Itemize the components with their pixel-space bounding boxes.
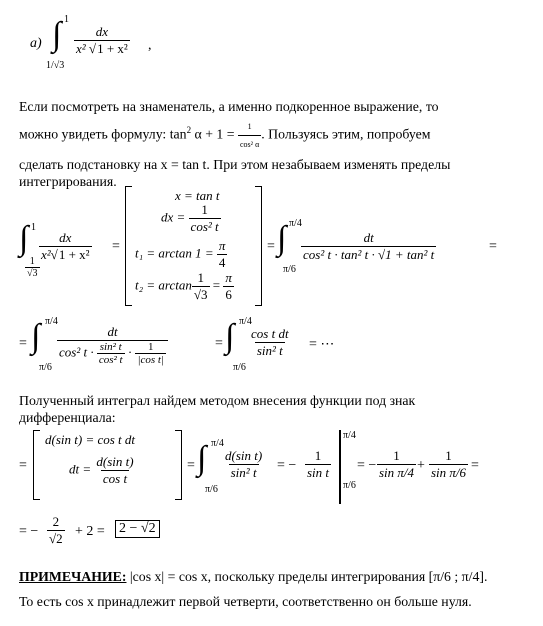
step3-upper: π/4 <box>211 438 224 449</box>
step3-eq0: = <box>187 458 195 473</box>
upper-limit: 1 <box>64 14 69 25</box>
step4-lead: = − <box>19 524 39 539</box>
eval-bar-bottom: π/6 <box>343 480 356 491</box>
note-line2: То есть cos x принадлежит первой четверти, соответственно он больше нуля. <box>19 594 472 609</box>
substitution-block: x = tan t dx = $\frac{1}{\text{cos² t}}$ t₁ = arctan 1 = $\frac{\pi}{4}$ t₂ = arctan $\frac{1}{√3}$ = $\frac{\pi}{6}$ <box>135 188 232 302</box>
step3-term2: $\frac{1}{\text{sin π/6}}$ <box>431 448 467 480</box>
step3-plus: + <box>417 458 425 473</box>
step4-frac: $\frac{2}{√2}$ <box>49 514 63 546</box>
step4-mid: + 2 = <box>75 524 105 539</box>
step1-int2: ∫ <box>277 220 287 257</box>
p1-line3: сделать подстановку на x = tan t. При этом незабываем изменять пределы <box>19 157 451 172</box>
step3-lower: π/6 <box>205 484 218 495</box>
step2-integrand: dt cos² t · $\frac{\text{sin² t}}{\text{cos² t}}$ · $\frac{1}{\text{|cos t|}}$ <box>57 324 168 366</box>
step2-tail: = ⋯ <box>309 337 335 352</box>
lower-limit: 1/√3 <box>46 60 65 71</box>
eval-bar <box>339 430 341 504</box>
step3-term1: $\frac{1}{\text{sin π/4}}$ <box>379 448 415 480</box>
step1-tail: = <box>489 239 497 254</box>
step1-upper: 1 <box>31 222 36 233</box>
step3-bracket-right <box>175 430 182 500</box>
p1-line4: интегрирования. <box>19 174 117 189</box>
step1-integrand: $\frac{dx}{\text{x²√1 + x²}}$ <box>41 230 90 262</box>
step1-lower: $\frac{1}{√3}$ <box>27 256 38 279</box>
step1-int-sign: ∫ <box>19 220 29 257</box>
problem-header <box>30 14 170 84</box>
note-interval: [π/6 ; π/4] <box>428 569 484 584</box>
step1-res-upper: π/4 <box>289 218 302 229</box>
step2-upper2: π/4 <box>239 316 252 327</box>
p1-line1: Если посмотреть на знаменатель, а именно подкоренное выражение, то <box>19 99 439 114</box>
step3-antiderivative: $\frac{1}{\text{sin t}}$ <box>307 448 330 480</box>
step2-lead: = <box>19 336 27 351</box>
step-4 <box>19 514 319 554</box>
step-3 <box>19 428 529 508</box>
step3-tail: = <box>471 458 479 473</box>
step3-integrand: $\frac{\text{d(sin t)}}{\text{sin² t}}$ <box>225 448 263 480</box>
p2-line2: дифференциала: <box>19 410 116 425</box>
step1-eq: = <box>112 239 120 254</box>
step2-lower: π/6 <box>39 362 52 373</box>
step1-result-integrand: $\frac{dt}{\text{cos² t · tan² t · √1 + tan² t}}$ <box>303 230 435 262</box>
substitution-bracket-right <box>255 186 262 306</box>
step2-eq: = <box>215 336 223 351</box>
p1-line2: можно увидеть формулу: $\tan^2 \alpha + 1$ = $\frac{1}{\text{cos² α}}$ . Пользуясь этим, попробуем <box>19 118 529 153</box>
problem-label: a) <box>30 36 42 51</box>
step3-eq2: = − <box>357 458 377 473</box>
step-2 <box>19 312 529 382</box>
step1-eq2: = <box>267 239 275 254</box>
note <box>19 568 534 610</box>
step3-lead: = <box>19 458 27 473</box>
eval-bar-top: π/4 <box>343 430 356 441</box>
step3-eq1: = − <box>277 458 297 473</box>
step-1 <box>19 186 529 306</box>
paragraph-2 <box>19 392 529 426</box>
step2-int: ∫ <box>31 318 41 355</box>
step3-int: ∫ <box>197 440 207 477</box>
step3-subst: d(sin t) = cos t dt dt = $\frac{\text{d(sin t)}}{\text{cos t}}$ <box>45 432 136 486</box>
p2-line1: Полученный интеграл найдем методом внесения функции под знак <box>19 393 416 408</box>
integrand: $\frac{dx}{\text{x² √1 + x²}}$ <box>76 24 128 56</box>
trailing-comma: , <box>148 38 152 53</box>
integral-sign: ∫ <box>52 16 62 53</box>
paragraph-1 <box>19 98 529 190</box>
step2-int2: ∫ <box>225 318 235 355</box>
step2-lower2: π/6 <box>233 362 246 373</box>
final-answer: 2 − √2 <box>115 520 160 538</box>
note-line1: ПРИМЕЧАНИЕ: |cos x| = cos x, поскольку пределы интегрирования [π/6 ; π/4]. <box>19 569 488 584</box>
step2-integrand2: $\frac{\text{cos t dt}}{\text{sin² t}}$ <box>251 326 289 358</box>
step1-res-lower: π/6 <box>283 264 296 275</box>
note-label: ПРИМЕЧАНИЕ: <box>19 569 127 584</box>
step2-upper: π/4 <box>45 316 58 327</box>
